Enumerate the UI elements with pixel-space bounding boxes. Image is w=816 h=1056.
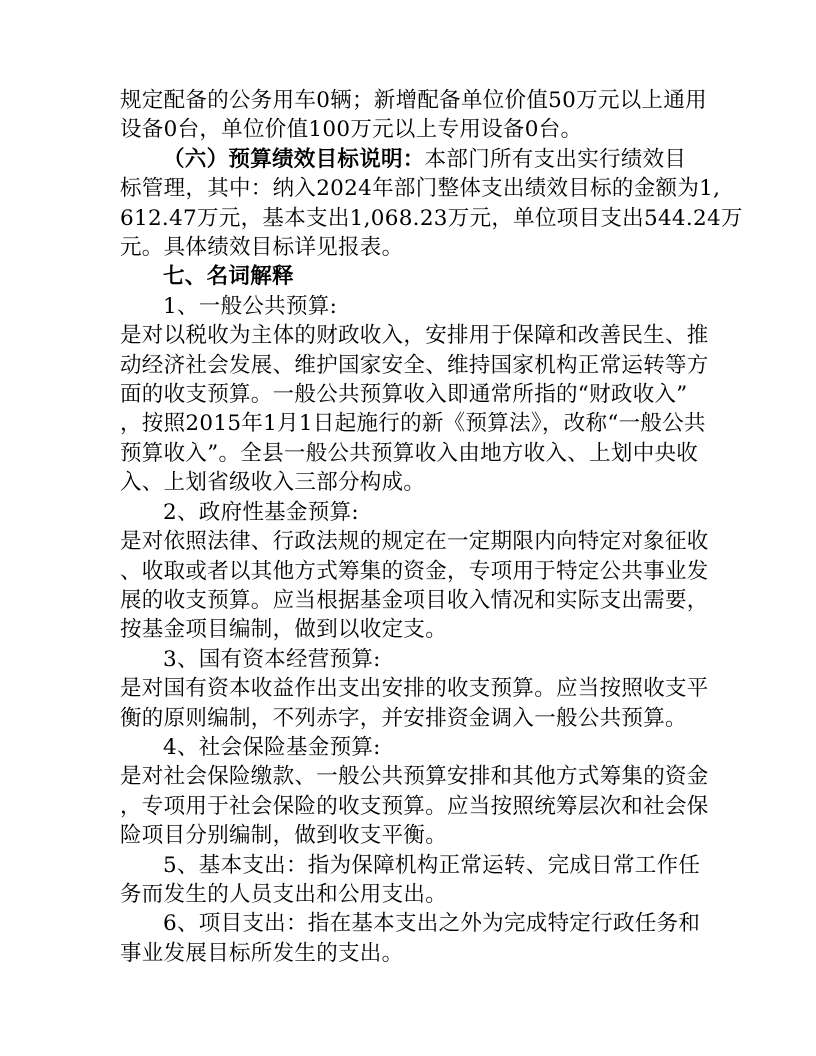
term-heading: 3、国有资本经营预算: <box>163 646 381 672</box>
text-line: 展的收支预算。应当根据基金项目收入情况和实际支出需要， <box>120 587 709 613</box>
term-heading: 6、项目支出：指在基本支出之外为完成特定行政任务和 <box>163 911 701 937</box>
section-six-line <box>120 145 716 174</box>
text-line: 险项目分别编制，做到收支平衡。 <box>120 823 448 849</box>
text-line: 是对社会保险缴款、一般公共预算安排和其他方式筹集的资金 <box>120 764 709 790</box>
text-line: 元。具体绩效目标详见报表。 <box>120 235 404 261</box>
text-line: 务而发生的人员支出和公用支出。 <box>120 881 448 907</box>
text-line: 是对以税收为主体的财政收入，安排用于保障和改善民生、推 <box>120 323 709 349</box>
text-line: 事业发展目标所发生的支出。 <box>120 940 404 966</box>
text-run: 本部门所有支出实行绩效目 <box>424 146 687 172</box>
text-line: 面的收支预算。一般公共预算收入即通常所指的“财政收入” <box>120 382 688 408</box>
text-line: 动经济社会发展、维护国家安全、维持国家机构正常运转等方 <box>120 352 709 378</box>
term-heading: 5、基本支出：指为保障机构正常运转、完成日常工作任 <box>163 852 701 878</box>
text-line: 衡的原则编制，不列赤字，并安排资金调入一般公共预算。 <box>120 705 687 731</box>
text-line: 按基金项目编制，做到以收定支。 <box>120 617 448 643</box>
text-line: 标管理，其中：纳入2024年部门整体支出绩效目标的金额为1, <box>120 176 721 202</box>
text-line: 入、上划省级收入三部分构成。 <box>120 470 426 496</box>
text-line: 是对依照法律、行政法规的规定在一定期限内向特定对象征收 <box>120 529 709 555</box>
text-line: 预算收入”。全县一般公共预算收入由地方收入、上划中央收 <box>120 440 699 466</box>
term-heading: 2、政府性基金预算: <box>163 499 359 525</box>
text-line: 612.47万元，基本支出1,068.23万元，单位项目支出544.24万 <box>120 205 743 231</box>
term-heading: 4、社会保险基金预算: <box>163 734 381 760</box>
text-line: 是对国有资本收益作出支出安排的收支预算。应当按照收支平 <box>120 676 709 702</box>
section-heading: 七、名词解释 <box>163 264 294 290</box>
section-seven-line <box>120 262 716 291</box>
text-line: ，专项用于社会保险的收支预算。应当按照统筹层次和社会保 <box>120 793 709 819</box>
text-line: 规定配备的公务用车0辆；新增配备单位价值50万元以上通用 <box>120 88 707 113</box>
text-line: 、收取或者以其他方式筹集的资金，专项用于特定公共事业发 <box>120 558 709 584</box>
term-heading: 1、一般公共预算: <box>163 293 338 319</box>
text-line: ，按照2015年1月1日起施行的新《预算法》，改称“一般公共 <box>120 411 706 437</box>
text-line: 设备0台，单位价值100万元以上专用设备0台。 <box>120 117 583 143</box>
section-heading: （六）预算绩效目标说明： <box>163 146 425 172</box>
